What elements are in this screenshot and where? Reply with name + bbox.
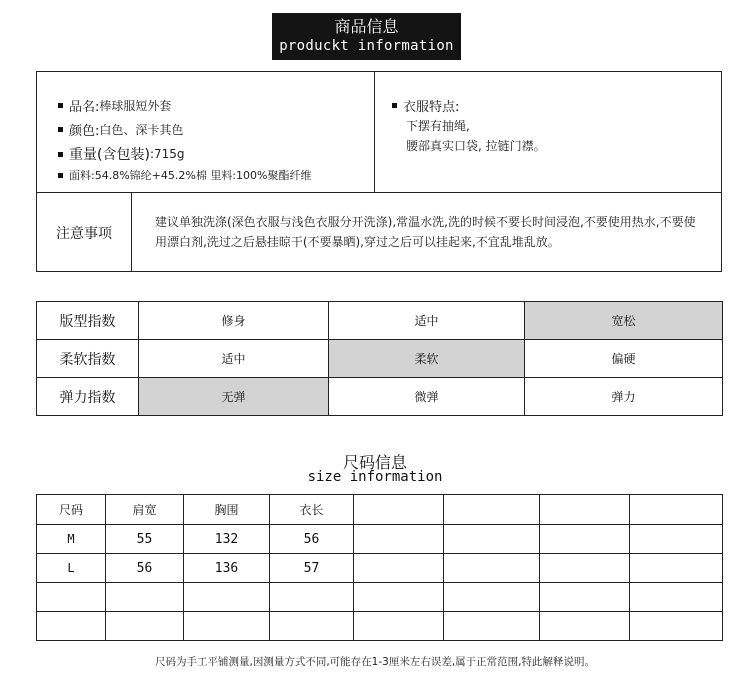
index-option: 微弹 xyxy=(329,378,525,416)
empty-cell xyxy=(540,495,630,525)
empty-cell xyxy=(354,583,444,612)
bullet-icon xyxy=(58,103,63,108)
index-label: 柔软指数 xyxy=(37,340,139,378)
size-table xyxy=(36,494,723,641)
empty-cell xyxy=(184,612,270,641)
empty-cell xyxy=(37,583,106,612)
empty-cell xyxy=(106,612,184,641)
header-title-en: produckt information xyxy=(279,38,454,54)
index-option: 修身 xyxy=(139,302,329,340)
empty-cell xyxy=(184,583,270,612)
empty-cell xyxy=(354,554,444,583)
empty-cell xyxy=(444,554,540,583)
attr-key: 品名: xyxy=(69,100,100,115)
attr-key: 重量(含包装) xyxy=(69,147,150,163)
bullet-icon xyxy=(58,127,63,132)
index-option-selected: 柔软 xyxy=(329,340,525,378)
index-row xyxy=(37,302,723,340)
index-label: 版型指数 xyxy=(37,302,139,340)
size-value-cell: 55 xyxy=(106,525,184,554)
empty-cell xyxy=(106,583,184,612)
product-info-box xyxy=(36,71,722,272)
empty-cell xyxy=(540,583,630,612)
attr-value: 棒球服短外套 xyxy=(99,99,172,113)
care-notice xyxy=(37,192,721,271)
empty-cell xyxy=(630,612,723,641)
size-header-cell: 衣长 xyxy=(270,495,354,525)
size-label-cell: L xyxy=(37,554,106,583)
index-option: 偏硬 xyxy=(525,340,723,378)
empty-cell xyxy=(540,525,630,554)
care-notice-text: 建议单独洗涤(深色衣服与浅色衣服分开洗涤),常温水洗,洗的时候不要长时间浸泡,不要使用热水,不要使用漂白剂,洗过之后悬挂晾干(不要暴晒),穿过之后可以挂起来,不宜乱堆乱放。 xyxy=(155,215,696,249)
attr-color xyxy=(58,120,183,139)
empty-cell xyxy=(444,612,540,641)
bullet-icon xyxy=(58,152,63,157)
attr-value: 白色、深卡其色 xyxy=(99,123,184,137)
size-value-cell: 57 xyxy=(270,554,354,583)
empty-cell xyxy=(37,612,106,641)
feature-line: 下摆有抽绳, xyxy=(406,119,470,133)
size-row xyxy=(37,612,723,641)
header-title-cn: 商品信息 xyxy=(334,17,399,36)
empty-cell xyxy=(540,612,630,641)
size-row xyxy=(37,554,723,583)
features-title-text: 衣服特点: xyxy=(403,100,460,115)
index-label: 弹力指数 xyxy=(37,378,139,416)
fit-index-table xyxy=(36,301,723,416)
empty-cell xyxy=(444,583,540,612)
empty-cell xyxy=(540,554,630,583)
header-badge xyxy=(272,13,461,60)
index-option: 适中 xyxy=(139,340,329,378)
size-title-en: size information xyxy=(307,469,443,485)
attr-fabric xyxy=(58,167,311,183)
size-value-cell: 56 xyxy=(106,554,184,583)
empty-cell xyxy=(354,612,444,641)
size-label-cell: M xyxy=(37,525,106,554)
index-option-selected: 宽松 xyxy=(525,302,723,340)
empty-cell xyxy=(354,495,444,525)
index-option-selected: 无弹 xyxy=(139,378,329,416)
index-option: 适中 xyxy=(329,302,525,340)
bullet-icon xyxy=(392,103,397,108)
attr-key: 颜色: xyxy=(69,124,100,139)
empty-cell xyxy=(444,495,540,525)
attr-value: 54.8%锦纶+45.2%棉 里料:100%聚酯纤维 xyxy=(94,169,312,182)
empty-cell xyxy=(630,525,723,554)
empty-cell xyxy=(630,554,723,583)
size-footnote: 尺码为手工平铺测量,因测量方式不同,可能存在1-3厘米左右误差,属于正常范围,特此解释说明。 xyxy=(155,656,595,668)
attr-name xyxy=(58,96,171,115)
index-row xyxy=(37,340,723,378)
attr-weight xyxy=(58,144,185,164)
empty-cell xyxy=(630,495,723,525)
size-row xyxy=(37,583,723,612)
empty-cell xyxy=(270,612,354,641)
index-option: 弹力 xyxy=(525,378,723,416)
empty-cell xyxy=(354,525,444,554)
features-title xyxy=(392,96,459,115)
attr-key: 面料: xyxy=(69,169,95,182)
attr-value: :715g xyxy=(149,147,185,161)
empty-cell xyxy=(444,525,540,554)
size-header-cell: 肩宽 xyxy=(106,495,184,525)
product-attributes xyxy=(37,72,375,192)
empty-cell xyxy=(270,583,354,612)
index-row xyxy=(37,378,723,416)
size-table-header xyxy=(37,495,723,525)
size-row xyxy=(37,525,723,554)
size-value-cell: 136 xyxy=(184,554,270,583)
size-value-cell: 132 xyxy=(184,525,270,554)
size-header-cell: 尺码 xyxy=(37,495,106,525)
care-notice-label: 注意事项 xyxy=(37,193,132,272)
bullet-icon xyxy=(58,173,63,178)
size-value-cell: 56 xyxy=(270,525,354,554)
feature-line: 腰部真实口袋, 拉链门襟。 xyxy=(406,139,546,153)
empty-cell xyxy=(630,583,723,612)
size-title-cn: 尺码信息 xyxy=(342,453,407,472)
size-header-cell: 胸围 xyxy=(184,495,270,525)
product-features xyxy=(376,72,721,192)
